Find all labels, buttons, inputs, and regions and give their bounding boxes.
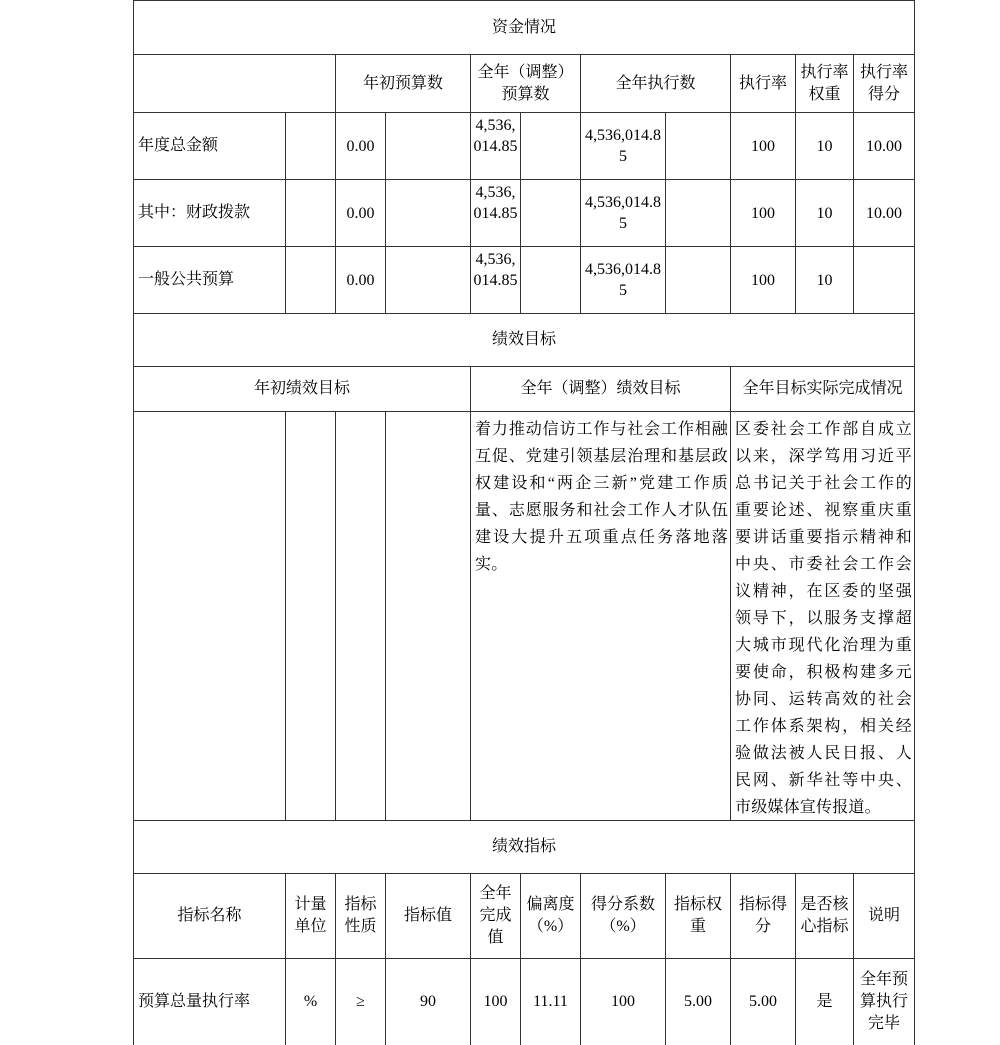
- funding-adjusted-value: [470, 112, 520, 179]
- header-indicator-unit: [285, 873, 335, 958]
- empty-cell: [665, 246, 730, 313]
- indicator-score-value: [730, 958, 795, 1045]
- header-indicator-coefficient: [580, 873, 665, 958]
- funding-row-label-text: 年度总金额: [138, 137, 219, 154]
- funding-weight-value-text: 10: [816, 204, 833, 222]
- empty-cell: [335, 411, 385, 820]
- funding-executed-value: [580, 246, 665, 313]
- header-execution-rate-text: 执行率: [738, 74, 787, 92]
- empty-cell: [285, 179, 335, 246]
- funding-initial-value: [335, 112, 385, 179]
- header-indicator-score-text: 指标得分: [738, 896, 787, 935]
- funding-adjusted-value: [470, 246, 520, 313]
- indicator-nature-value: [335, 958, 385, 1045]
- header-indicator-score: [730, 873, 795, 958]
- empty-cell: [665, 179, 730, 246]
- funding-adjusted-value: [470, 179, 520, 246]
- header-adjusted-objective: [470, 366, 730, 411]
- funding-adjusted-value-text: 4,536,014.85: [473, 117, 518, 155]
- header-adjusted-budget: [470, 54, 580, 112]
- empty-cell: [385, 411, 470, 820]
- empty-cell: [285, 246, 335, 313]
- header-actual-completion: [730, 366, 915, 411]
- indicator-target-value: [385, 958, 470, 1045]
- indicator-unit-value-text: %: [303, 993, 318, 1010]
- funding-rate-value: [730, 179, 795, 246]
- indicator-actual-value: [470, 958, 520, 1045]
- empty-cell: [520, 112, 580, 179]
- section-title-funding: [133, 0, 915, 54]
- empty-cell: [285, 112, 335, 179]
- funding-weight-value: [795, 246, 853, 313]
- header-indicator-deviation-text: 偏离度（%）: [526, 896, 575, 935]
- indicator-note-value: [853, 958, 915, 1045]
- header-indicator-core-text: 是否核心指标: [800, 896, 849, 935]
- indicator-unit-value: [285, 958, 335, 1045]
- header-indicator-coefficient-text: 得分系数（%）: [590, 896, 655, 935]
- header-indicator-note: [853, 873, 915, 958]
- section-title-indicators-text: 绩效指标: [491, 838, 556, 855]
- funding-row-label-text: 其中：财政拨款: [138, 204, 251, 221]
- indicator-note-value-text: 全年预算执行完毕: [859, 971, 908, 1032]
- section-title-indicators: [133, 820, 915, 873]
- header-indicator-weight: [665, 873, 730, 958]
- funding-rate-value: [730, 246, 795, 313]
- empty-cell: [385, 112, 470, 179]
- section-title-funding-text: 资金情况: [491, 18, 556, 36]
- header-rate-weight-text: 执行率权重: [800, 63, 849, 103]
- header-blank: [133, 54, 335, 112]
- header-adjusted-objective-text: 全年（调整）绩效目标: [520, 380, 681, 397]
- header-initial-budget: [335, 54, 470, 112]
- indicator-coefficient-value: [580, 958, 665, 1045]
- funding-rate-value-text: 100: [751, 204, 775, 222]
- header-initial-budget-text: 年初预算数: [362, 74, 443, 92]
- actual-completion-text: [730, 411, 915, 820]
- header-rate-score-text: 执行率得分: [859, 63, 908, 103]
- indicator-weight-value-text: 5.00: [684, 993, 712, 1010]
- indicator-core-value-text: 是: [816, 993, 833, 1010]
- header-adjusted-budget-text: 全年（调整）预算数: [477, 63, 574, 103]
- indicator-nature-value-text: ≥: [356, 993, 365, 1010]
- funding-executed-value-text: 4,536,014.85: [585, 194, 661, 232]
- funding-row-label-text: 一般公共预算: [138, 271, 235, 288]
- empty-cell: [520, 179, 580, 246]
- indicator-name-value-text: 预算总量执行率: [138, 993, 251, 1010]
- funding-row-label: [133, 246, 285, 313]
- funding-adjusted-value-text: 4,536,014.85: [473, 251, 518, 289]
- indicator-name-value: [133, 958, 285, 1045]
- funding-score-value-text: 10.00: [866, 137, 902, 155]
- funding-rate-value-text: 100: [751, 271, 775, 289]
- funding-adjusted-value-text: 4,536,014.85: [473, 184, 518, 222]
- section-title-objectives: [133, 313, 915, 366]
- adjusted-objective-text: [470, 411, 730, 820]
- funding-weight-value: [795, 112, 853, 179]
- empty-cell: [520, 246, 580, 313]
- funding-initial-value: [335, 179, 385, 246]
- header-indicator-target: [385, 873, 470, 958]
- funding-initial-value-text: 0.00: [346, 204, 375, 222]
- funding-initial-value-text: 0.00: [346, 137, 375, 155]
- header-indicator-name-text: 指标名称: [177, 907, 242, 924]
- funding-executed-value: [580, 112, 665, 179]
- funding-weight-value-text: 10: [816, 271, 833, 289]
- funding-score-value: [853, 246, 915, 313]
- header-indicator-target-text: 指标值: [403, 907, 452, 924]
- header-indicator-weight-text: 指标权重: [673, 896, 722, 935]
- funding-score-value-text: 10.00: [866, 204, 902, 222]
- empty-cell: [385, 246, 470, 313]
- indicator-deviation-value: [520, 958, 580, 1045]
- indicator-score-value-text: 5.00: [749, 993, 777, 1010]
- empty-cell: [285, 411, 335, 820]
- indicator-actual-value-text: 100: [483, 993, 508, 1010]
- indicator-coefficient-value-text: 100: [611, 993, 635, 1010]
- funding-initial-value: [335, 246, 385, 313]
- indicator-weight-value: [665, 958, 730, 1045]
- funding-row-label: [133, 179, 285, 246]
- header-indicator-nature: [335, 873, 385, 958]
- funding-score-value: [853, 179, 915, 246]
- indicator-core-value: [795, 958, 853, 1045]
- header-rate-weight: [795, 54, 853, 112]
- funding-executed-value-text: 4,536,014.85: [585, 127, 661, 165]
- header-executed: [580, 54, 730, 112]
- adjusted-objective-text-text: 着力推动信访工作与社会工作相融互促、党建引领基层治理和基层政权建设和“两企三新”党建工作质量、志愿服务和社会工作人才队伍建设大提升五项重点任务落地落实。: [475, 421, 728, 573]
- funding-executed-value-text: 4,536,014.85: [585, 261, 661, 299]
- header-rate-score: [853, 54, 915, 112]
- funding-executed-value: [580, 179, 665, 246]
- empty-cell: [385, 179, 470, 246]
- header-indicator-name: [133, 873, 285, 958]
- funding-score-value: [853, 112, 915, 179]
- funding-initial-value-text: 0.00: [346, 271, 375, 289]
- funding-weight-value-text: 10: [816, 137, 833, 155]
- empty-cell: [133, 411, 285, 820]
- header-execution-rate: [730, 54, 795, 112]
- header-executed-text: 全年执行数: [615, 74, 696, 92]
- header-indicator-core: [795, 873, 853, 958]
- funding-row-label: [133, 112, 285, 179]
- header-indicator-note-text: 说明: [867, 907, 900, 924]
- header-actual-completion-text: 全年目标实际完成情况: [742, 380, 903, 397]
- header-indicator-actual: [470, 873, 520, 958]
- indicator-deviation-value-text: 11.11: [533, 993, 568, 1010]
- section-title-objectives-text: 绩效目标: [491, 331, 556, 348]
- header-indicator-actual-text: 全年完成值: [479, 885, 512, 946]
- empty-cell: [665, 112, 730, 179]
- indicator-target-value-text: 90: [420, 993, 436, 1010]
- funding-rate-value: [730, 112, 795, 179]
- funding-weight-value: [795, 179, 853, 246]
- actual-completion-text-text: 区委社会工作部自成立以来，深学笃用习近平总书记关于社会工作的重要论述、视察重庆重要讲话重要指示精神和中央、市委社会工作会议精神，在区委的坚强领导下，以服务支撑超大城市现代化治理为重要使命，积极构建多元协同、运转高效的社会工作体系架构，相关经验做法被人民日报、人民网、新华社等中央、市级媒体宣传报道。: [735, 421, 912, 816]
- header-indicator-deviation: [520, 873, 580, 958]
- funding-rate-value-text: 100: [751, 137, 775, 155]
- header-initial-objective: [133, 366, 470, 411]
- header-initial-objective-text: 年初绩效目标: [253, 380, 350, 397]
- header-indicator-nature-text: 指标性质: [344, 896, 377, 935]
- header-indicator-unit-text: 计量单位: [294, 896, 327, 935]
